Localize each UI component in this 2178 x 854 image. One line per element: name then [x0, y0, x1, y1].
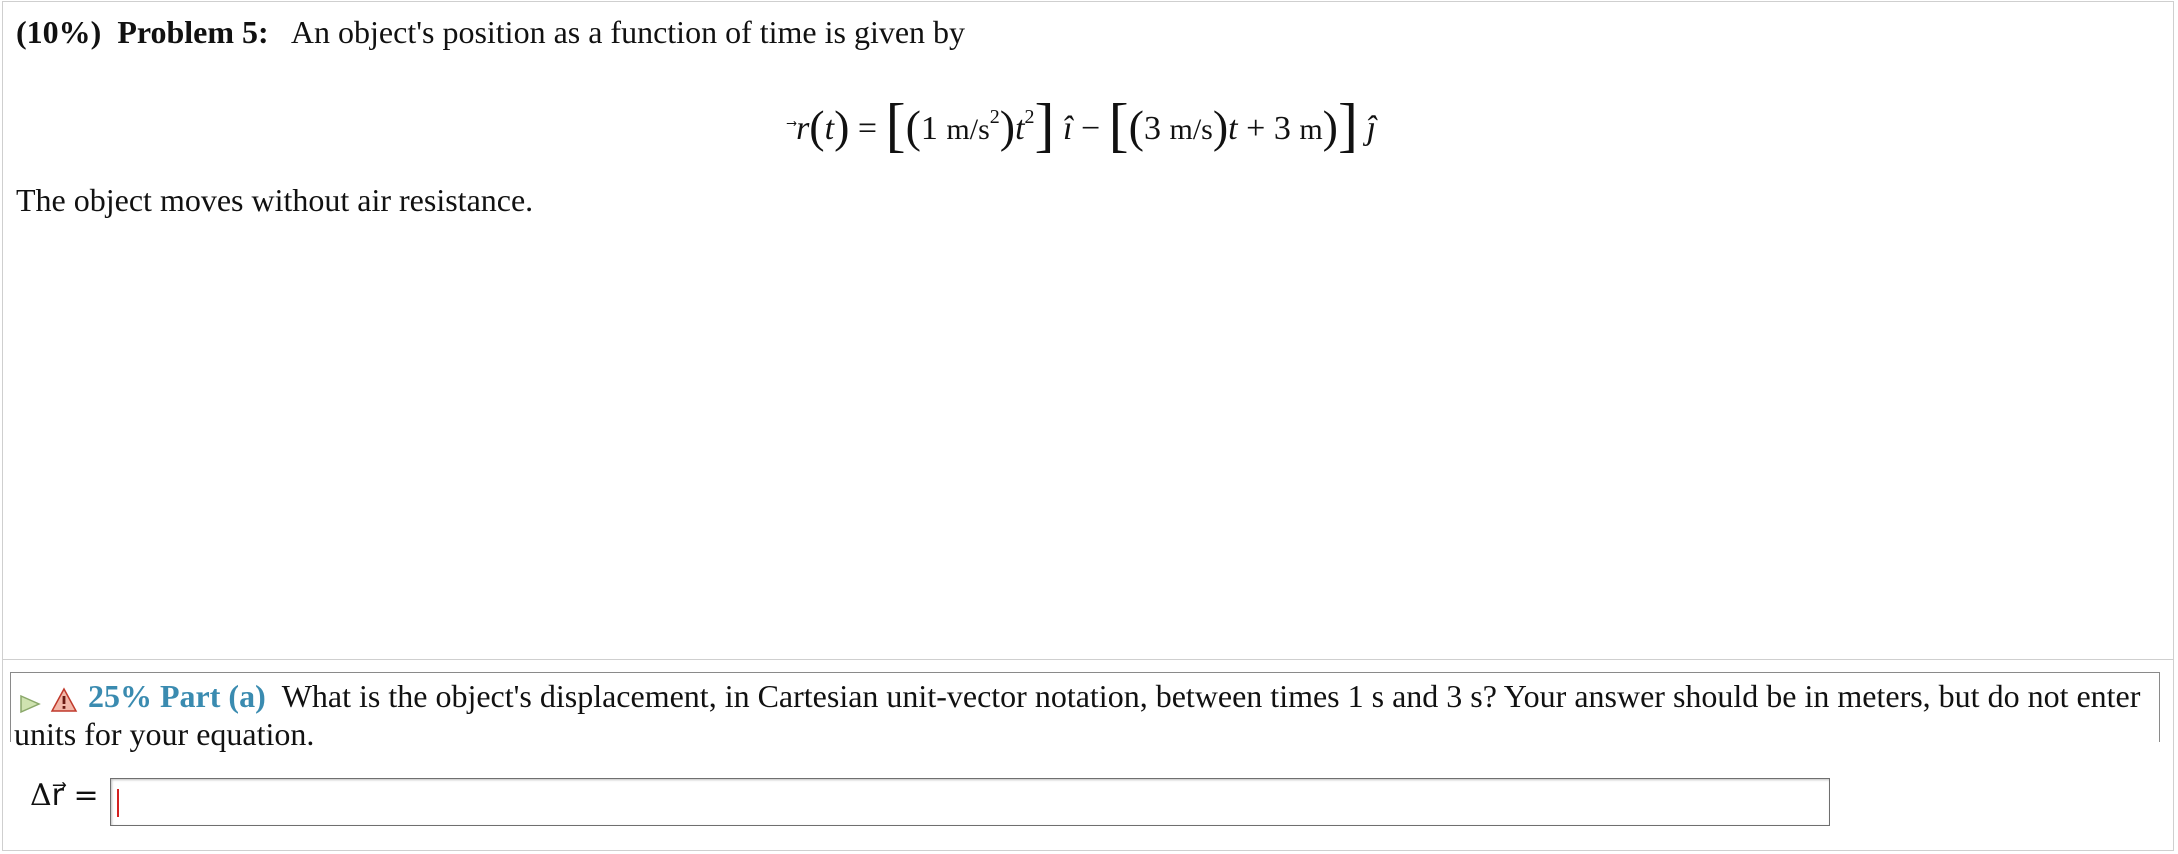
equals-sign: =: [857, 110, 878, 147]
part-a-question: What is the object's displacement, in Cartesian unit-vector notation, between times 1 s and 3 s? Your answer should be in meters, but do not enter: [281, 678, 2141, 714]
position-equation: r (t) = [(1 $m/s^2)t^2$] î − [(3 m/s)t + 3 m)] ĵ: [796, 92, 1376, 158]
unit-3: m: [1299, 113, 1323, 146]
answer-row: [30, 778, 109, 813]
problem-note: The object moves without air resistance.: [16, 182, 534, 218]
unit-2: m/s: [1169, 113, 1213, 146]
part-a-question-continued: units for your equation.: [14, 716, 315, 752]
part-a-label[interactable]: 25% Part (a): [88, 678, 266, 714]
problem-header: [16, 14, 965, 51]
coefficient-2: 3: [1143, 110, 1161, 147]
lhs-arg: t: [824, 110, 835, 147]
play-icon[interactable]: [18, 686, 42, 708]
coefficient-1: 1: [920, 110, 938, 147]
time-variable: t: [1015, 110, 1025, 147]
part-a-header: [18, 678, 2140, 715]
r-vector: r: [796, 110, 810, 147]
text-caret: [117, 789, 119, 817]
time-exponent: 2: [1024, 106, 1035, 128]
warning-icon: [50, 684, 78, 710]
i-hat: î: [1063, 110, 1073, 147]
unit-1: m/s: [946, 113, 990, 146]
plus-sign: +: [1246, 110, 1266, 147]
answer-label: Δr⃗ =: [30, 778, 99, 813]
unit-1-exponent: 2: [989, 106, 1000, 128]
problem-statement: An object's position as a function of time is given by: [290, 14, 966, 50]
minus-sign: −: [1080, 110, 1101, 147]
j-hat: ĵ: [1366, 110, 1376, 147]
answer-input[interactable]: [110, 778, 1830, 826]
part-divider: [2, 659, 2174, 660]
problem-title: Problem 5:: [117, 14, 269, 50]
coefficient-3: 3: [1273, 110, 1291, 147]
problem-weight: (10%): [16, 14, 102, 50]
